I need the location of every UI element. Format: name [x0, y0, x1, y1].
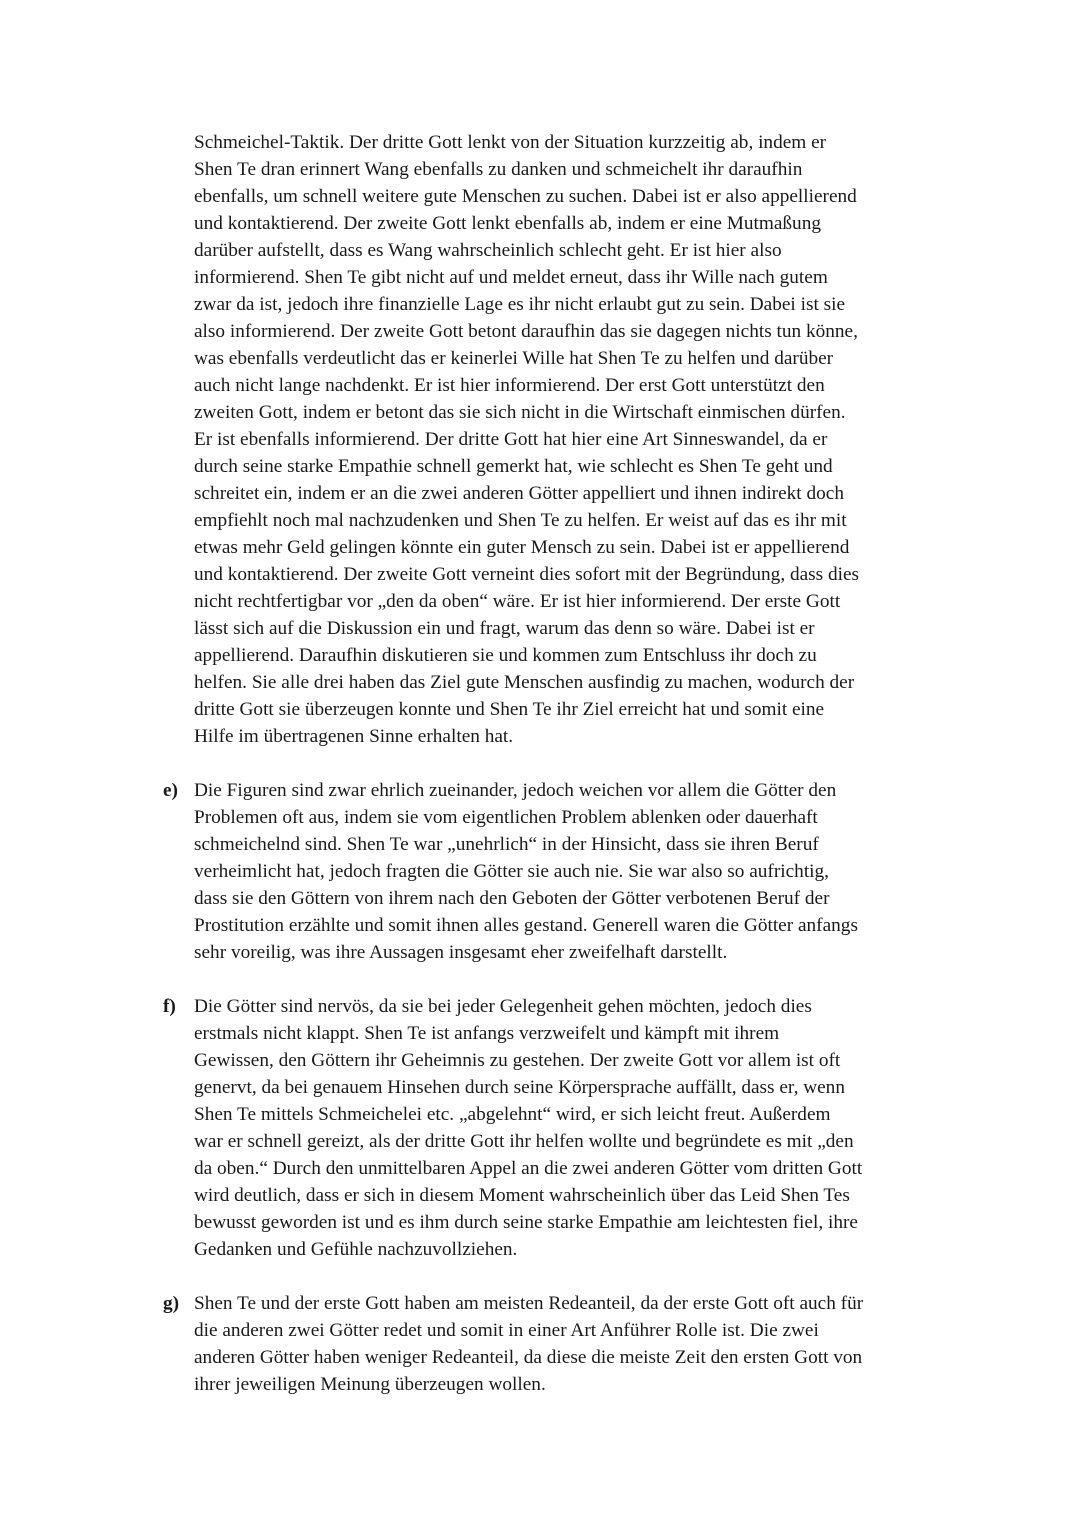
text-line: etwas mehr Geld gelingen könnte ein guter Mensch zu sein. Dabei ist er appellierend [194, 537, 850, 558]
text-line: appellierend. Daraufhin diskutieren sie und kommen zum Entschluss ihr doch zu [194, 645, 817, 666]
text-line: verheimlicht hat, jedoch fragten die Götter sie auch nie. Sie war also so aufrichtig, [194, 861, 829, 882]
list-marker: e) [163, 780, 178, 801]
text-line: wird deutlich, dass er sich in diesem Moment wahrscheinlich über das Leid Shen Tes [194, 1185, 850, 1206]
text-line: da oben.“ Durch den unmittelbaren Appel an die zwei anderen Götter vom dritten Gott [194, 1158, 863, 1179]
text-line: Schmeichel-Taktik. Der dritte Gott lenkt von der Situation kurzzeitig ab, indem er [194, 132, 827, 153]
text-line: Hilfe im übertragenen Sinne erhalten hat. [194, 726, 514, 747]
text-line: dass sie den Göttern von ihrem nach den Geboten der Götter verbotenen Beruf der [194, 888, 830, 909]
text-line: Er ist ebenfalls informierend. Der dritte Gott hat hier eine Art Sinneswandel, da er [194, 429, 828, 450]
text-line: ihrer jeweiligen Meinung überzeugen wollen. [194, 1374, 546, 1395]
text-line: schmeichelnd sind. Shen Te war „unehrlich“ in der Hinsicht, dass sie ihren Beruf [194, 834, 819, 855]
text-line: genervt, da bei genauem Hinsehen durch seine Körpersprache auffällt, dass er, wenn [194, 1077, 845, 1098]
text-line: durch seine starke Empathie schnell gemerkt hat, wie schlecht es Shen Te geht und [194, 456, 833, 477]
text-line: und kontaktierend. Der zweite Gott lenkt ebenfalls ab, indem er eine Mutmaßung [194, 213, 821, 234]
text-line: darüber aufstellt, dass es Wang wahrscheinlich schlecht geht. Er ist hier also [194, 240, 782, 261]
text-line: war er schnell gereizt, als der dritte Gott ihr helfen wollte und begründete es mit „den [194, 1131, 854, 1152]
text-line: Die Götter sind nervös, da sie bei jeder Gelegenheit gehen möchten, jedoch dies [194, 996, 812, 1017]
text-line: Shen Te mittels Schmeichelei etc. „abgelehnt“ wird, er sich leicht freut. Außerdem [194, 1104, 831, 1125]
continued-paragraph [194, 129, 964, 750]
text-line: Prostitution erzählte und somit ihnen alles gestand. Generell waren die Götter anfangs [194, 915, 858, 936]
list-marker: f) [163, 996, 176, 1017]
text-line: was ebenfalls verdeutlicht das er keinerlei Wille hat Shen Te zu helfen und darüber [194, 348, 834, 369]
text-line: schreitet ein, indem er an die zwei anderen Götter appelliert und ihnen indirekt doch [194, 483, 844, 504]
text-line: zweiten Gott, indem er betont das sie sich nicht in die Wirtschaft einmischen dürfen. [194, 402, 846, 423]
text-line: Problemen oft aus, indem sie vom eigentlichen Problem ablenken oder dauerhaft [194, 807, 818, 828]
text-line: nicht rechtfertigbar vor „den da oben“ wäre. Er ist hier informierend. Der erste Gott [194, 591, 841, 612]
text-line: dritte Gott sie überzeugen konnte und Shen Te ihr Ziel erreicht hat und somit eine [194, 699, 825, 720]
text-line: lässt sich auf die Diskussion ein und fragt, warum das denn so wäre. Dabei ist er [194, 618, 815, 639]
text-line: also informierend. Der zweite Gott betont daraufhin das sie dagegen nichts tun könne, [194, 321, 858, 342]
text-line: anderen Götter haben weniger Redeanteil, da diese die meiste Zeit den ersten Gott von [194, 1347, 863, 1368]
list-item-text [194, 777, 964, 966]
text-line: Shen Te und der erste Gott haben am meisten Redeanteil, da der erste Gott oft auch für [194, 1293, 864, 1314]
text-line: sehr voreilig, was ihre Aussagen insgesamt eher zweifelhaft darstellt. [194, 942, 728, 963]
text-line: erstmals nicht klappt. Shen Te ist anfangs verzweifelt und kämpft mit ihrem [194, 1023, 780, 1044]
text-line: Gewissen, den Göttern ihr Geheimnis zu gestehen. Der zweite Gott vor allem ist oft [194, 1050, 841, 1071]
list-item-g [163, 1290, 964, 1398]
text-line: empfiehlt noch mal nachzudenken und Shen Te zu helfen. Er weist auf das es ihr mit [194, 510, 847, 531]
text-line: zwar da ist, jedoch ihre finanzielle Lage es ihr nicht erlaubt gut zu sein. Dabei ist sie [194, 294, 846, 315]
text-line: bewusst geworden ist und es ihm durch seine starke Empathie am leichtesten fiel, ihre [194, 1212, 858, 1233]
text-line: helfen. Sie alle drei haben das Ziel gute Menschen ausfindig zu machen, wodurch der [194, 672, 855, 693]
list-item-f [163, 993, 964, 1263]
text-line: Die Figuren sind zwar ehrlich zueinander, jedoch weichen vor allem die Götter den [194, 780, 837, 801]
text-line: Gedanken und Gefühle nachzuvollziehen. [194, 1239, 518, 1260]
text-line: auch nicht lange nachdenkt. Er ist hier informierend. Der erst Gott unterstützt den [194, 375, 825, 396]
text-line: Shen Te dran erinnert Wang ebenfalls zu danken und schmeichelt ihr daraufhin [194, 159, 803, 180]
list-item-text [194, 1290, 964, 1398]
text-line: die anderen zwei Götter redet und somit in einer Art Anführer Rolle ist. Die zwei [194, 1320, 819, 1341]
list-marker: g) [163, 1293, 180, 1314]
text-line: und kontaktierend. Der zweite Gott verneint dies sofort mit der Begründung, dass dies [194, 564, 860, 585]
list-item-e [163, 777, 964, 966]
list-item-text [194, 993, 964, 1263]
text-line: ebenfalls, um schnell weitere gute Menschen zu suchen. Dabei ist er also appellierend [194, 186, 857, 207]
text-line: informierend. Shen Te gibt nicht auf und meldet erneut, dass ihr Wille nach gutem [194, 267, 828, 288]
